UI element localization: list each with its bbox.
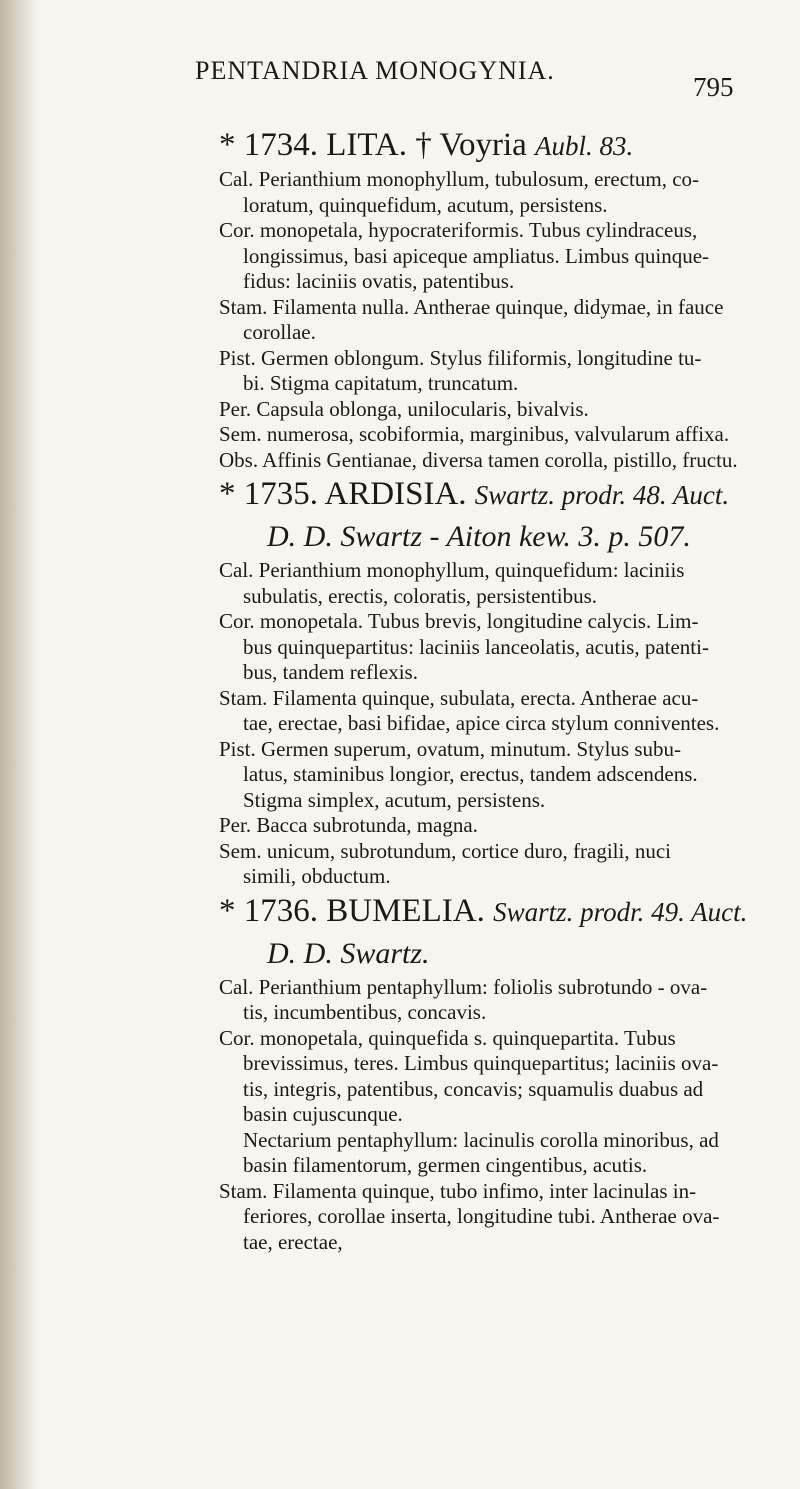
description-line: Stam. Filamenta nulla. Antherae quinque, didymae, in fauce (219, 294, 724, 319)
description-line: Cal. Perianthium monophyllum, quinquefidum: laciniis (219, 558, 685, 582)
description-line: Cor. monopetala. Tubus brevis, longitudine calycis. Lim- (219, 609, 699, 633)
description-line: tis, incumbentibus, concavis. (243, 1000, 487, 1024)
description-line: bi. Stigma capitatum, truncatum. (243, 371, 519, 395)
description-line: Pist. Germen superum, ovatum, minutum. Stylus subu- (219, 736, 681, 761)
genus-entry (219, 558, 782, 890)
description-line: Stam. Filamenta quinque, subulata, erecta. Antherae acu- (219, 685, 699, 710)
description-line: Stam. Filamenta quinque, tubo infimo, inter lacinulas in- (219, 1178, 697, 1203)
description-line: feriores, corollae inserta, longitudine tubi. Antherae ova- (243, 1204, 720, 1228)
description-line: bus, tandem reflexis. (243, 660, 418, 684)
description-line: Stigma simplex, acutum, persistens. (243, 787, 546, 812)
description-line: Cal. Perianthium monophyllum, tubulosum, erectum, co- (219, 167, 700, 191)
genus-entry (219, 167, 782, 473)
description-line: brevissimus, teres. Limbus quinquepartitus; laciniis ova- (243, 1051, 719, 1075)
description-line: tis, integris, patentibus, concavis; squamulis duabus ad (243, 1076, 704, 1101)
description-line: tae, erectae, (243, 1229, 343, 1254)
page-number: 795 (693, 72, 734, 102)
description-line: simili, obductum. (243, 864, 391, 888)
description-line: Sem. numerosa, scobiformia, marginibus, valvularum affixa. (219, 422, 730, 446)
description-line: Cor. monopetala, hypocrateriformis. Tubus cylindraceus, (219, 218, 698, 242)
running-head: PENTANDRIA MONOGYNIA. (195, 56, 555, 85)
description-line: Cor. monopetala, quinquefida s. quinquepartita. Tubus (219, 1025, 676, 1050)
genus-subheading: D. D. Swartz. (267, 936, 430, 970)
description-line: fidus: laciniis ovatis, patentibus. (243, 269, 515, 293)
description-line: Cal. Perianthium pentaphyllum: foliolis subrotundo - ova- (219, 974, 708, 999)
description-line: latus, staminibus longior, erectus, tandem adscendens. (243, 762, 698, 786)
description-line: Per. Capsula oblonga, unilocularis, bivalvis. (219, 396, 589, 421)
description-line: Per. Bacca subrotunda, magna. (219, 813, 478, 837)
description-line: subulatis, erectis, coloratis, persistentibus. (243, 583, 598, 608)
page-body (219, 124, 782, 1255)
page-gutter-shadow (0, 0, 38, 1489)
description-line: longissimus, basi apiceque ampliatus. Limbus quinque- (243, 243, 710, 268)
description-line: basin cujuscunque. (243, 1102, 403, 1126)
genus-heading: * 1736. BUMELIA. Swartz. prodr. 49. Auct. (219, 892, 748, 929)
description-line: tae, erectae, basi bifidae, apice circa stylum conniventes. (243, 711, 720, 735)
description-line: Pist. Germen oblongum. Stylus filiformis, longitudine tu- (219, 345, 702, 370)
genus-heading: * 1735. ARDISIA. Swartz. prodr. 48. Auct. (219, 476, 730, 512)
description-line: basin filamentorum, germen cingentibus, acutis. (243, 1153, 648, 1177)
genus-heading: * 1734. LITA. † Voyria Aubl. 83. (219, 127, 634, 163)
genus-subheading: D. D. Swartz - Aiton kew. 3. p. 507. (267, 520, 691, 553)
description-line: Obs. Affinis Gentianae, diversa tamen corolla, pistillo, fructu. (219, 447, 738, 472)
description-line: Nectarium pentaphyllum: lacinulis corolla minoribus, ad (243, 1127, 719, 1152)
description-line: Sem. unicum, subrotundum, cortice duro, fragili, nuci (219, 838, 671, 863)
description-line: corollae. (243, 320, 316, 344)
genus-entry (219, 975, 782, 1256)
description-line: bus quinquepartitus: laciniis lanceolatis, acutis, patenti- (243, 634, 709, 659)
description-line: loratum, quinquefidum, acutum, persistens. (243, 192, 608, 217)
